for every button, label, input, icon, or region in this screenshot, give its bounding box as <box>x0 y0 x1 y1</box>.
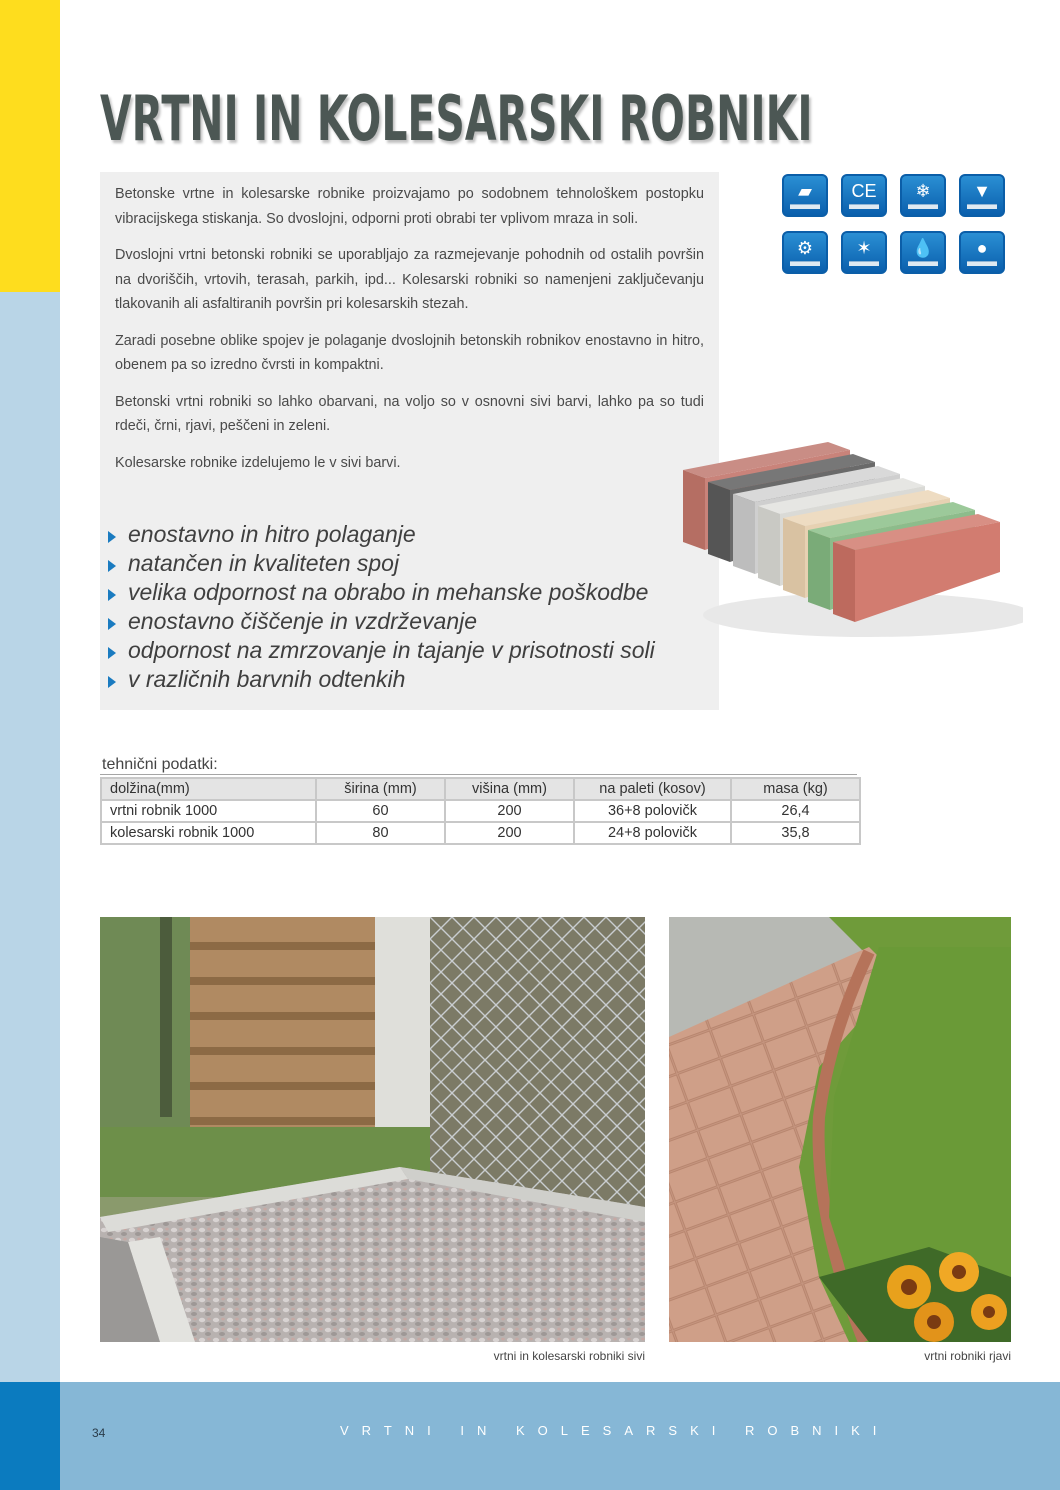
paragraph: Dvoslojni vrtni betonski robniki se uporabljajo za razmejevanje pohodnih od ostalih površin na dvoriščih, vrtovih, terasah, parkih, ipd... Kolesarski robniki so namenjeni zaključevanju tlakovanih ali asfaltiranih površin pri kolesarskih stezah. <box>115 247 704 312</box>
load-resistance-icon: ▼ <box>959 174 1005 217</box>
bullet-arrow-icon <box>108 589 116 601</box>
bullet-arrow-icon <box>108 618 116 630</box>
technical-data-caption: tehnični podatki: <box>102 756 218 773</box>
property-icons <box>782 174 1005 274</box>
table-cell: 35,8 <box>731 822 860 844</box>
list-item <box>108 520 655 549</box>
feature-text: natančen in kvaliteten spoj <box>128 550 400 576</box>
table-cell: 200 <box>445 800 574 822</box>
table-header-row <box>101 778 860 800</box>
list-item <box>108 607 655 636</box>
cleaning-icon: ✶ <box>841 231 887 274</box>
running-title: VRTNI IN KOLESARSKI ROBNIKI <box>340 1423 890 1438</box>
photo-grey-curbs <box>100 917 645 1342</box>
feature-text: velika odpornost na obrabo in mehanske poškodbe <box>128 579 649 605</box>
table-cell: kolesarski robnik 1000 <box>101 822 316 844</box>
water-absorption-icon: 💧 <box>900 231 946 274</box>
paragraph: Betonski vrtni robniki so lahko obarvani, na voljo so v osnovni sivi barvi, lahko pa so tudi rdeči, črni, rjavi, peščeni in zeleni. <box>115 393 704 434</box>
paragraph: Betonske vrtne in kolesarske robnike proizvajamo po sodobnem tehnološkem postopku vibracijskega stiskanja. So dvoslojni, odporni proti obrabi ter vplivom mraza in soli. <box>115 186 704 227</box>
table-cell: vrtni robnik 1000 <box>101 800 316 822</box>
page-title: VRTNI IN KOLESARSKI ROBNIKI <box>100 82 813 155</box>
list-item <box>108 636 655 665</box>
compaction-icon: ▰ <box>782 174 828 217</box>
column-header: višina (mm) <box>445 778 574 800</box>
feature-text: enostavno čiščenje in vzdrževanje <box>128 608 478 634</box>
column-header: dolžina(mm) <box>101 778 316 800</box>
bullet-arrow-icon <box>108 531 116 543</box>
table-cell: 60 <box>316 800 445 822</box>
table-cell: 24+8 polovičk <box>574 822 731 844</box>
column-header: masa (kg) <box>731 778 860 800</box>
photo-caption: vrtni in kolesarski robniki sivi <box>493 1349 645 1363</box>
feature-list <box>108 520 655 694</box>
yellow-side-strip <box>0 0 60 292</box>
column-header: na paleti (kosov) <box>574 778 731 800</box>
feature-text: v različnih barvnih odtenkih <box>128 666 406 692</box>
feature-text: enostavno in hitro polaganje <box>128 521 416 547</box>
table-row <box>101 800 860 822</box>
list-item <box>108 665 655 694</box>
dark-blue-corner <box>0 1382 60 1490</box>
wear-resistance-icon: ⚙ <box>782 231 828 274</box>
list-item <box>108 549 655 578</box>
divider <box>100 774 857 775</box>
list-item <box>108 578 655 607</box>
technical-data-table <box>100 777 861 845</box>
table-row <box>101 822 860 844</box>
page-number: 34 <box>92 1426 106 1440</box>
table-cell: 200 <box>445 822 574 844</box>
column-header: širina (mm) <box>316 778 445 800</box>
table-cell: 80 <box>316 822 445 844</box>
intro-text <box>115 182 704 487</box>
ce-mark-icon: CE <box>841 174 887 217</box>
curbs-product-image <box>678 440 1023 640</box>
feature-text: odpornost na zmrzovanje in tajanje v prisotnosti soli <box>128 637 655 663</box>
paragraph: Zaradi posebne oblike spojev je polaganje dvoslojnih betonskih robnikov enostavno in hitro, obenem pa so izredno čvrsti in kompaktni. <box>115 332 704 373</box>
photo-brown-curbs <box>669 917 1011 1342</box>
photo-caption: vrtni robniki rjavi <box>924 1349 1011 1363</box>
bullet-arrow-icon <box>108 647 116 659</box>
color-options-icon: ● <box>959 231 1005 274</box>
frost-resistance-icon: ❄ <box>900 174 946 217</box>
bullet-arrow-icon <box>108 560 116 572</box>
paragraph: Kolesarske robnike izdelujemo le v sivi barvi. <box>115 454 401 471</box>
bullet-arrow-icon <box>108 676 116 688</box>
table-cell: 26,4 <box>731 800 860 822</box>
table-cell: 36+8 polovičk <box>574 800 731 822</box>
blue-side-strip <box>0 292 60 1382</box>
